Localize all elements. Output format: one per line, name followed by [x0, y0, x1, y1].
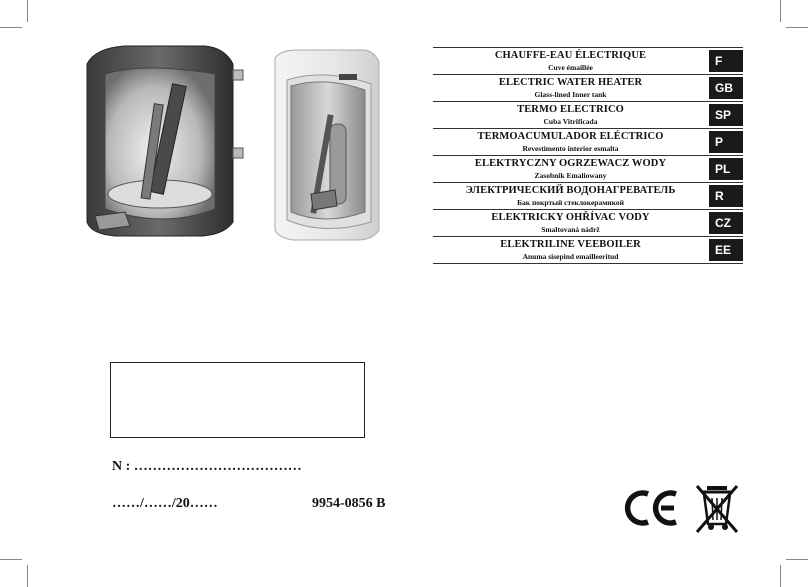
- language-row: [433, 74, 743, 101]
- language-subtitle: Бак покртый стеклокерамикой: [517, 198, 624, 207]
- crop-mark-top-left: [0, 27, 22, 28]
- language-subtitle: Revestimento interior esmalta: [522, 144, 619, 153]
- language-row: [433, 236, 743, 264]
- language-title: TERMO ELECTRICO: [517, 104, 624, 115]
- language-code-badge: GB: [709, 77, 743, 99]
- light-heater-cutaway: [275, 50, 379, 240]
- language-row: [433, 101, 743, 128]
- language-code-badge: SP: [709, 104, 743, 126]
- serial-number-line: N : ………………………………: [112, 459, 302, 474]
- language-code-badge: F: [709, 50, 743, 72]
- language-row: [433, 155, 743, 182]
- language-title: ELEKTRICKY OHŘÍVAC VODY: [491, 212, 650, 223]
- language-code-badge: CZ: [709, 212, 743, 234]
- language-title: ELECTRIC WATER HEATER: [498, 77, 643, 88]
- language-titles: [433, 47, 743, 264]
- crossed-out-bin-icon: [693, 482, 741, 536]
- language-subtitle: Glass-lined Inner tank: [534, 90, 607, 99]
- language-title: ЭЛЕКТРИЧЕСКИЙ ВОДОНАГРЕВАТЕЛЬ: [465, 185, 676, 196]
- language-code-badge: EE: [709, 239, 743, 261]
- crop-mark-bottom-left: [0, 559, 22, 560]
- language-subtitle: Zasobnik Emaliowany: [534, 171, 607, 180]
- language-title: ELEKTRYCZNY OGRZEWACZ WODY: [474, 158, 667, 169]
- crop-mark-top-right-v: [780, 0, 781, 22]
- language-subtitle: Smaltovaná nádrž: [541, 225, 600, 234]
- language-row: [433, 209, 743, 236]
- ce-mark: [624, 488, 680, 528]
- language-subtitle: Cuba Vitrificada: [543, 117, 598, 126]
- crop-mark-bottom-right: [786, 559, 808, 560]
- language-title: TERMOACUMULADOR ELÉCTRICO: [477, 131, 664, 142]
- crop-mark-bottom-left-v: [27, 565, 28, 587]
- language-subtitle: Cuve émaillée: [548, 63, 593, 72]
- crop-mark-top-left-v: [27, 0, 28, 22]
- language-code-badge: R: [709, 185, 743, 207]
- language-title: CHAUFFE-EAU ÉLECTRIQUE: [494, 50, 647, 61]
- language-row: [433, 182, 743, 209]
- crop-mark-top-right: [786, 27, 808, 28]
- language-row: [433, 128, 743, 155]
- crop-mark-bottom-right-v: [780, 565, 781, 587]
- document-reference: 9954-0856 B: [312, 496, 386, 511]
- date-line: ……/……/20……: [112, 496, 218, 511]
- language-code-badge: P: [709, 131, 743, 153]
- water-heater-illustrations: [75, 44, 400, 254]
- label-box: [110, 362, 365, 438]
- language-code-badge: PL: [709, 158, 743, 180]
- language-subtitle: Anuma sisepind emailleeritud: [522, 252, 619, 261]
- dark-heater-cutaway: [87, 46, 243, 236]
- language-row: [433, 47, 743, 74]
- language-title: ELEKTRILINE VEEBOILER: [500, 239, 641, 250]
